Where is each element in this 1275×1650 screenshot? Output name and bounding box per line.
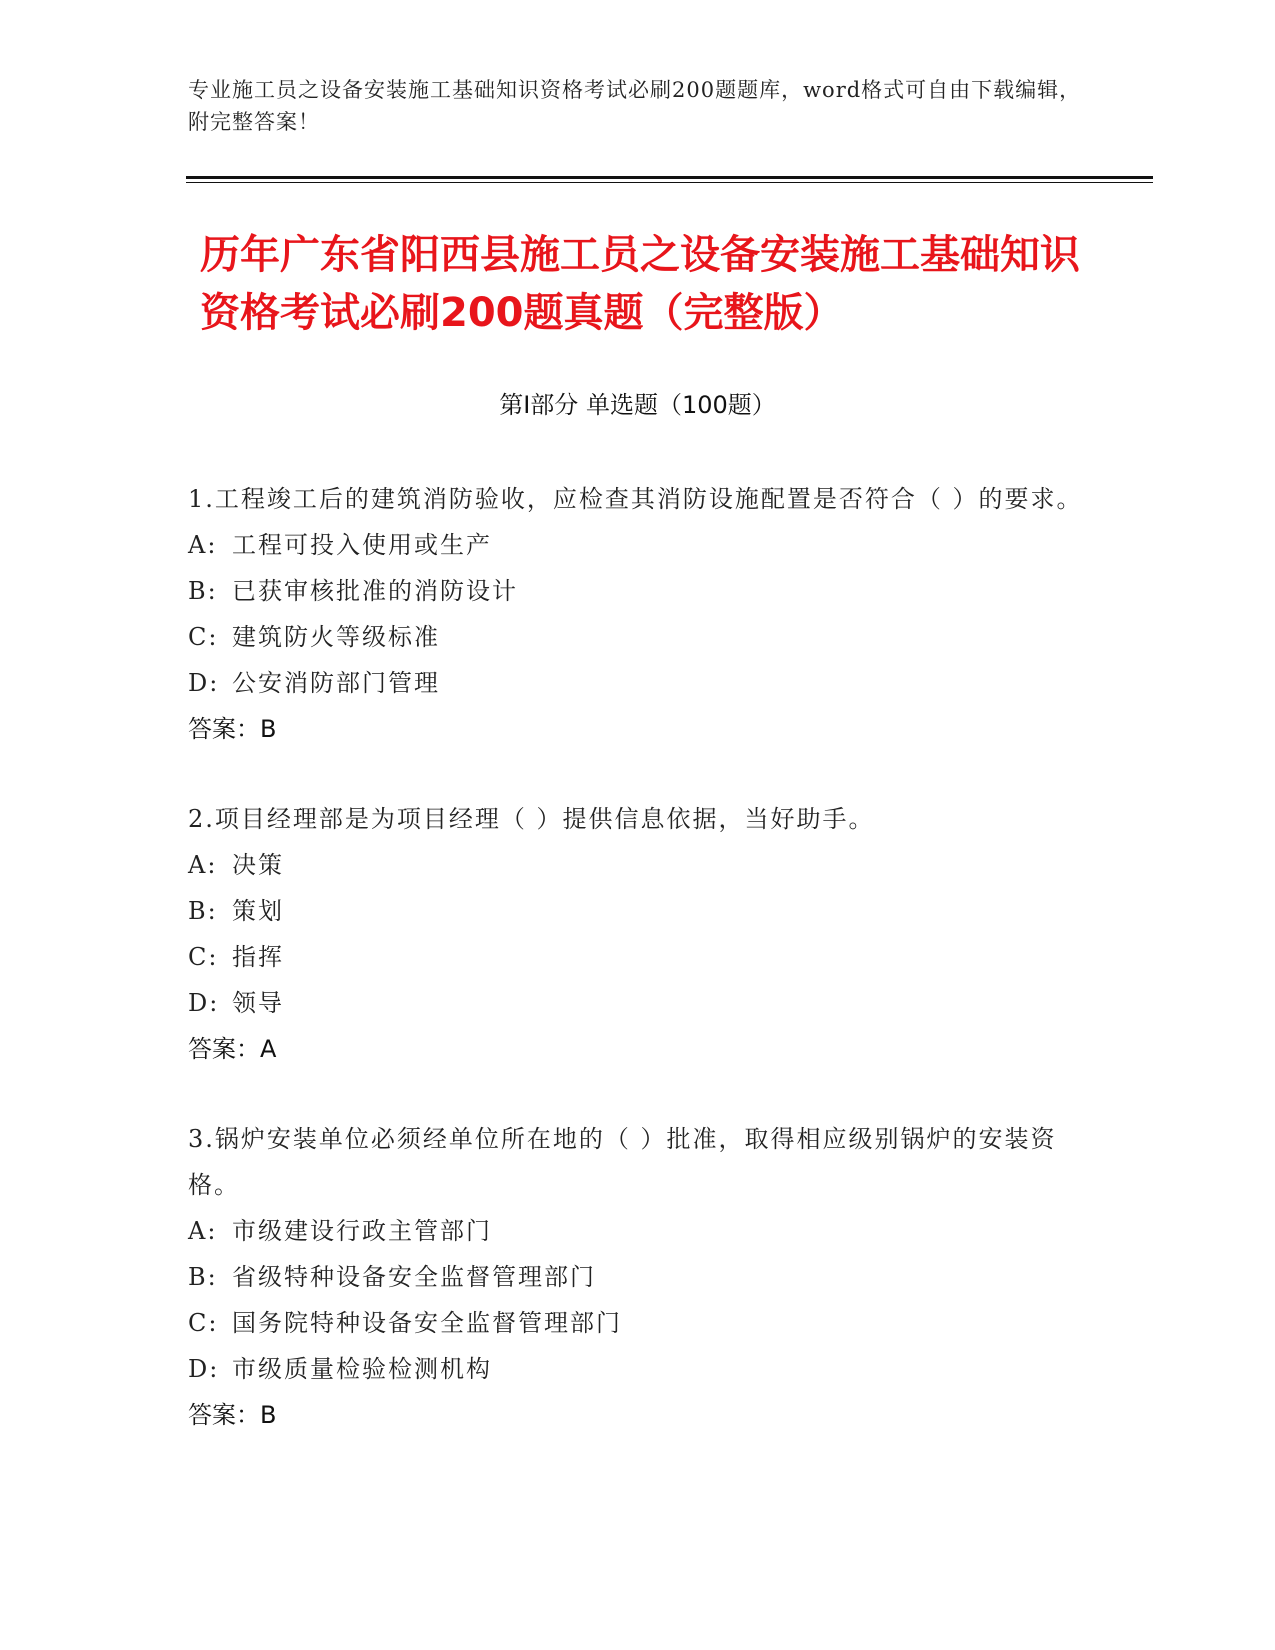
question-2 [188,796,1088,1072]
option-text: 决策 [232,851,284,879]
option-text: 策划 [232,897,284,925]
option-letter: B: [188,1263,218,1291]
option-text: 市级建设行政主管部门 [232,1217,492,1245]
option-letter: D: [188,989,220,1017]
option-text: 建筑防火等级标准 [232,623,440,651]
option-b [188,888,1088,934]
option-letter: D: [188,669,220,697]
answer-line: 答案：B [188,1401,277,1429]
option-d [188,660,1088,706]
option-b [188,1254,1088,1300]
question-stem: 2.项目经理部是为项目经理（ ）提供信息依据，当好助手。 [188,805,875,833]
option-letter: C: [188,1309,219,1337]
option-a [188,842,1088,888]
header-note: 专业施工员之设备安装施工基础知识资格考试必刷200题题库，word格式可自由下载编辑，附完整答案！ [188,78,1082,134]
section-heading: 第Ⅰ部分 单选题（100题） [499,391,776,419]
option-letter: C: [188,943,219,971]
option-text: 工程可投入使用或生产 [232,531,492,559]
option-letter: A: [188,531,218,559]
option-c [188,614,1088,660]
option-d [188,1346,1088,1392]
option-letter: A: [188,1217,218,1245]
option-text: 市级质量检验检测机构 [232,1355,492,1383]
option-text: 指挥 [232,943,284,971]
option-d [188,980,1088,1026]
question-list [188,476,1088,1482]
question-stem: 1.工程竣工后的建筑消防验收，应检查其消防设施配置是否符合（ ）的要求。 [188,485,1083,513]
option-a [188,1208,1088,1254]
option-text: 省级特种设备安全监督管理部门 [232,1263,596,1291]
option-letter: C: [188,623,219,651]
option-c [188,1300,1088,1346]
question-stem: 3.锅炉安装单位必须经单位所在地的（ ）批准，取得相应级别锅炉的安装资格。 [188,1125,1057,1199]
option-letter: A: [188,851,218,879]
header-divider-thin [186,182,1153,183]
option-letter: D: [188,1355,220,1383]
option-letter: B: [188,577,218,605]
option-text: 已获审核批准的消防设计 [232,577,518,605]
option-b [188,568,1088,614]
question-3 [188,1116,1088,1438]
option-text: 领导 [232,989,284,1017]
option-letter: B: [188,897,218,925]
option-a [188,522,1088,568]
option-c [188,934,1088,980]
answer-line: 答案：A [188,1035,277,1063]
header-divider-thick [186,176,1153,179]
document-title: 历年广东省阳西县施工员之设备安装施工基础知识资格考试必刷200题真题（完整版） [200,232,1080,336]
option-text: 公安消防部门管理 [232,669,440,697]
option-text: 国务院特种设备安全监督管理部门 [232,1309,622,1337]
question-1 [188,476,1088,752]
answer-line: 答案：B [188,715,277,743]
